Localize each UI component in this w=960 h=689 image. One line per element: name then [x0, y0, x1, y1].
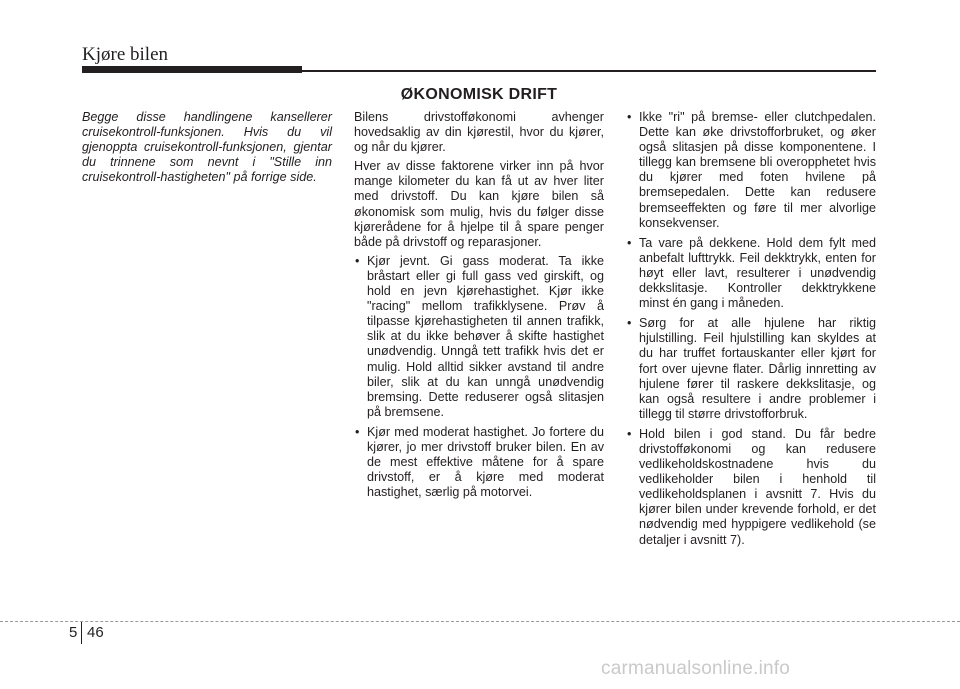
- bullet-icon: •: [355, 424, 360, 439]
- note-text: Begge disse handlingene kansellerer cruisekontroll-funksjonen. Hvis du vil gjenoppta cruisekontroll-funksjonen, gjentar du trinnene som nevnt i "Stille inn cruisekontroll-hastigheten" på forrige side.: [82, 110, 332, 185]
- right-column: [626, 110, 876, 553]
- list-item-text: Kjør med moderat hastighet. Jo fortere du kjører, jo mer drivstoff bruker bilen. En av de mest effektive måtene for å spare drivstoff, er å kjøre med moderat hastighet, særlig på motorvei.: [367, 424, 604, 500]
- chapter-number: 5: [69, 624, 78, 641]
- list-item: [626, 316, 876, 422]
- middle-column: [354, 110, 604, 505]
- section-title: ØKONOMISK DRIFT: [400, 86, 558, 103]
- bullet-icon: •: [627, 110, 632, 124]
- list-item-text: Sørg for at alle hjulene har riktig hjulstilling. Feil hjulstilling kan skyldes at du har truffet fortauskanter eller kjørt for fort over ujevne flater. Dårlig innretting av hjulene fører til raskere dekkslitasje, og kan også resultere i andre problemer i tillegg til større drivstofforbruk.: [639, 316, 876, 421]
- list-item: [354, 254, 604, 420]
- page-number: 46: [87, 624, 104, 641]
- header-rule: [302, 70, 876, 72]
- watermark: carmanualsonline.info: [601, 658, 791, 679]
- intro-paragraph: Hver av disse faktorene virker inn på hvor mange kilometer du kan få ut av hver liter med drivstoff. Du kan kjøre bilen så økonomisk som mulig, hvis du følger disse kjørerådene for å hjelpe til å spare penger både på drivstoff og reparasjoner.: [354, 159, 604, 249]
- bullet-icon: •: [355, 253, 360, 268]
- bullet-icon: •: [627, 316, 632, 331]
- list-item-text: Ikke "ri" på bremse- eller clutchpedalen. Dette kan øke drivstofforbruket, og øker også slitasjen på disse komponentene. I tillegg kan bremsene bli overopphetet hvis du kjører med foten hvilene på bremsepedalen. Dette kan redusere bremseeffekten og føre til mer alvorlige konsekvenser.: [639, 110, 876, 230]
- header-bar: [82, 66, 302, 73]
- intro-paragraph: Bilens drivstofføkonomi avhenger hovedsaklig av din kjørestil, hvor du kjører, og når du kjører.: [354, 110, 604, 155]
- note-column: [82, 110, 332, 189]
- bullet-icon: •: [627, 426, 632, 441]
- list-item: [354, 425, 604, 500]
- list-item: [626, 427, 876, 548]
- tips-list: [626, 110, 876, 548]
- bullet-icon: •: [627, 235, 632, 250]
- list-item: [626, 236, 876, 311]
- list-item-text: Hold bilen i god stand. Du får bedre drivstofføkonomi og kan redusere vedlikeholdskostnadene hvis du vedlikeholder bilen i henhold til vedlikeholdsplanen i avsnitt 7. Hvis du kjører bilen under krevende forhold, er det nødvendig med hyppigere vedlikehold (se detaljer i avsnitt 7).: [639, 426, 876, 547]
- chapter-title: Kjøre bilen: [82, 44, 169, 65]
- tips-list: [354, 254, 604, 501]
- list-item-text: Kjør jevnt. Gi gass moderat. Ta ikke bråstart eller gi full gass ved girskift, og hold en jevn kjørehastighet. Kjør ikke "racing" mellom trafikklysene. Prøv å tilpasse kjørehastigheten til annen trafikk, slik at du ikke behøver å skifte hastighet unødvendig. Unngå tett trafikk hvis det er mulig. Hold alltid sikker avstand til andre biler, slik at du kan unngå unødvendig bremsing. Dette reduserer også slitasjen på bremsene.: [367, 253, 604, 419]
- list-item-text: Ta vare på dekkene. Hold dem fylt med anbefalt lufttrykk. Feil dekktrykk, enten for høyt eller lavt, resulterer i unødvendig dekkslitasje. Kontroller dekktrykkene minst én gang i måneden.: [639, 235, 876, 311]
- list-item: [626, 110, 876, 231]
- footer-rule: [0, 621, 960, 622]
- page-number-separator: [81, 622, 82, 644]
